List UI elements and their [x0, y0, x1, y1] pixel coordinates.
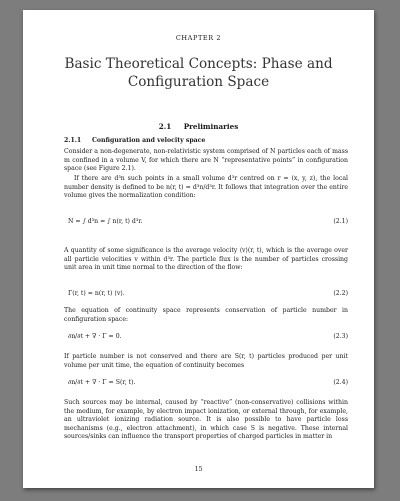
- equation-number: (2.3): [333, 333, 348, 340]
- paragraph-4: The equation of continuity space represents conservation of particle number in configuration space:: [64, 307, 348, 323]
- equation-expression: Γ(r, t) = n(r, t) ⟨v⟩.: [68, 290, 125, 297]
- equation-expression: N = ∫ d³n = ∫ n(r, t) d³r.: [68, 218, 143, 225]
- paragraph-3: A quantity of some significance is the average velocity ⟨v⟩(r, t), which is the average over all particle velocities v within d³r. The particle flux is the number of particles crossing unit area in unit time normal to the direction of the flow:: [64, 247, 348, 271]
- page-number: 15: [194, 466, 203, 473]
- equation-number: (2.1): [333, 218, 348, 225]
- paragraph-6: Such sources may be internal, caused by “reactive” (non-conservative) collisions within the medium, for example, by electron impact ionization, or external through, for example, an ultraviolet ionizing radiation source. It is also possible to have particle loss mechanisms (e.g., electron attachment), in which case S is negative. These internal sources/sinks can influence the transport properties of charged particles in matter in: [64, 399, 348, 440]
- paragraph-5: If particle number is not conserved and there are S(r, t) particles produced per unit volume per unit time, the equation of continuity becomes: [64, 353, 348, 369]
- document-page: [23, 10, 374, 488]
- chapter-title-line-2: Configuration Space: [127, 74, 270, 90]
- equation-expression: ∂n/∂t + ∇ · Γ = 0.: [68, 333, 122, 340]
- chapter-label: CHAPTER 2: [175, 34, 222, 42]
- paragraph-1: Consider a non-degenerate, non-relativistic system comprised of N particles each of mass m confined in a volume V, for which there are N “representative points” in configuration space (see Figure 2.1).: [64, 148, 348, 172]
- equation-2-4: [64, 374, 348, 392]
- subsection-heading: 2.1.1 Configuration and velocity space: [64, 137, 206, 144]
- equation-2-2: [64, 285, 348, 303]
- equation-2-3: [64, 328, 348, 346]
- equation-2-1: [64, 213, 348, 231]
- equation-number: (2.2): [333, 290, 348, 297]
- chapter-title: [43, 55, 354, 91]
- equation-number: (2.4): [333, 379, 348, 386]
- chapter-title-line-1: Basic Theoretical Concepts: Phase and: [64, 56, 333, 72]
- paragraph-2: If there are d³n such points in a small volume d³r centred on r = (x, y, z), the local number density is defined to be n(r, t) = d³n/d³r. It follows that integration over the entire volume gives the normalization condition:: [64, 175, 348, 199]
- section-heading: 2.1 Preliminaries: [158, 122, 239, 131]
- equation-expression: ∂n/∂t + ∇ · Γ = S(r, t).: [68, 379, 136, 386]
